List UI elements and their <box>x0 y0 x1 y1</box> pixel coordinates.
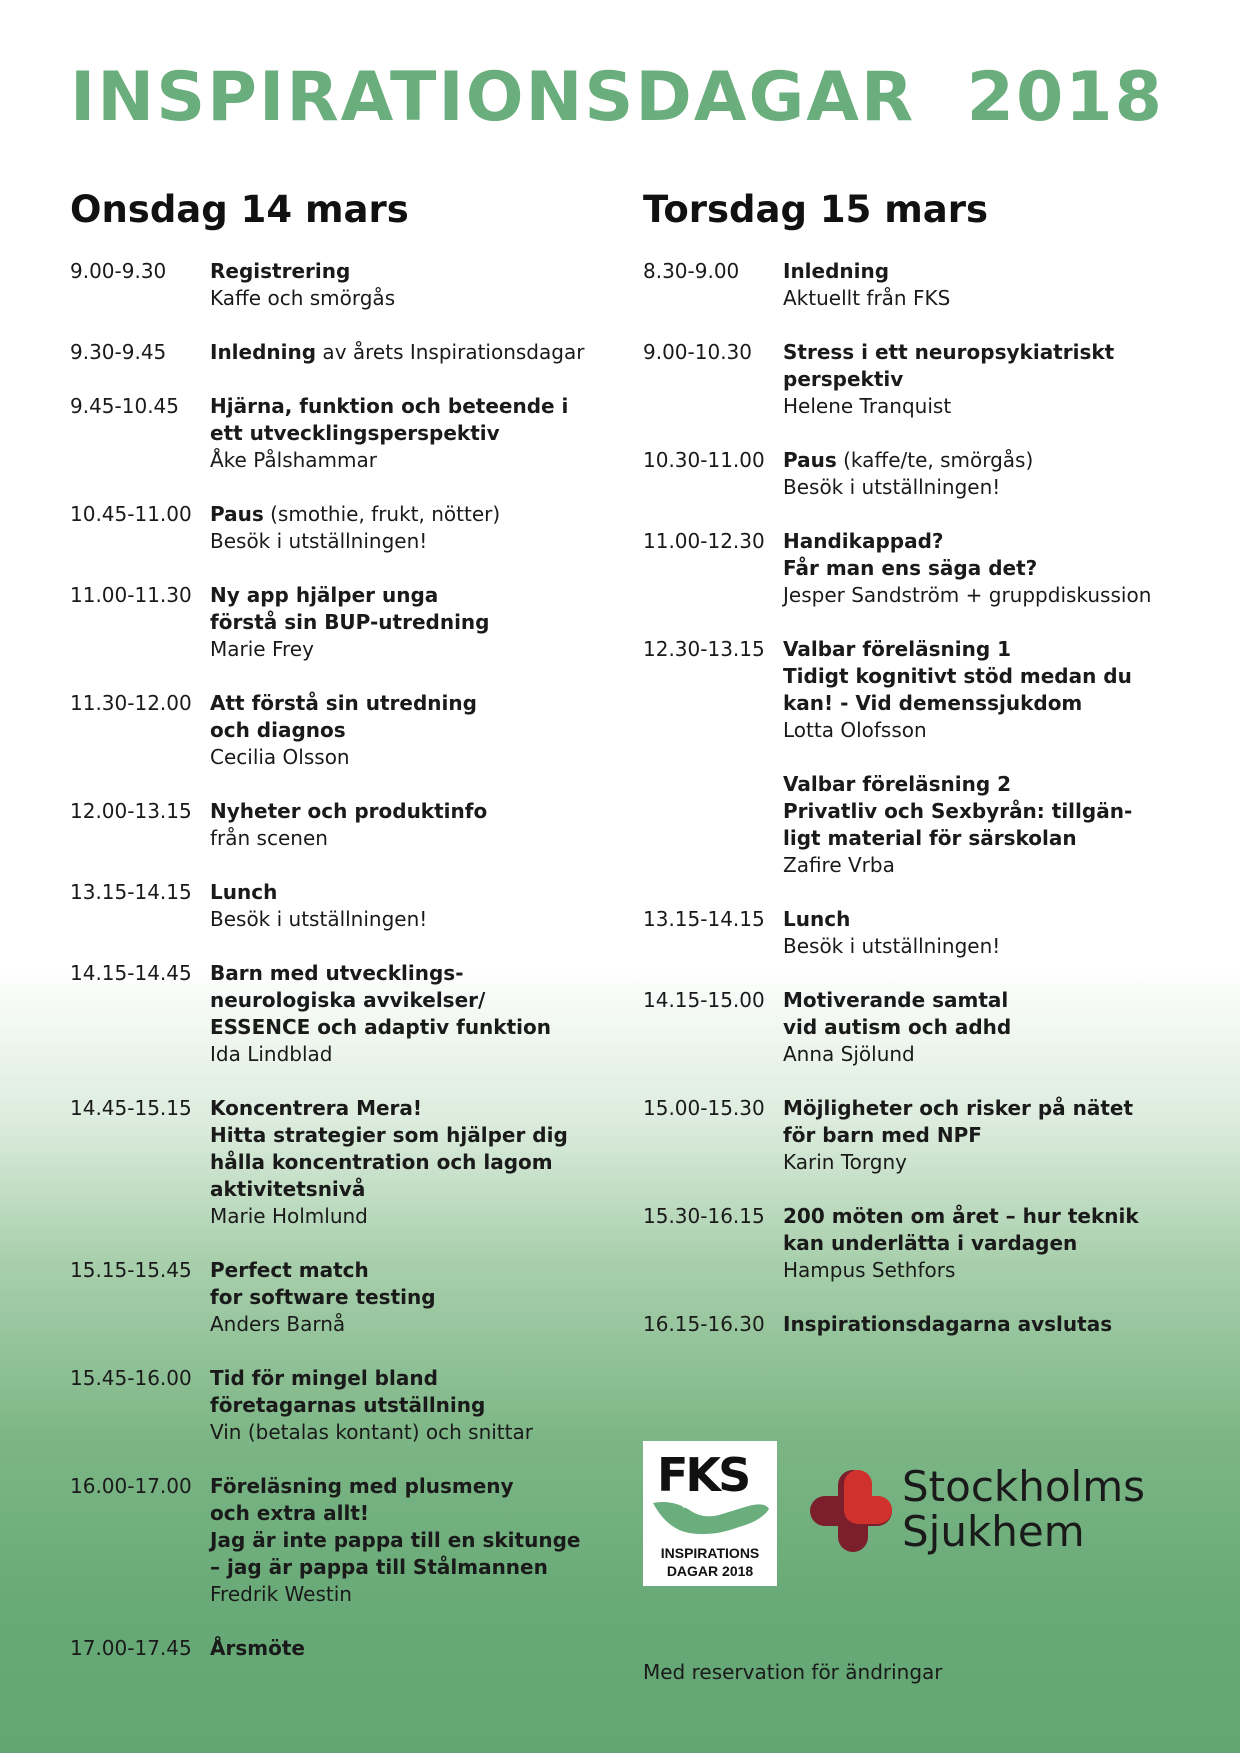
entry-text: Jesper Sandström + gruppdiskussion <box>783 583 1152 607</box>
entry-line <box>210 1419 610 1446</box>
entry-description <box>783 636 1188 879</box>
entry-text: från scenen <box>210 826 328 850</box>
entry-time: 14.45-15.15 <box>70 1096 192 1120</box>
entry-text: (smothie, frukt, nötter) <box>263 502 501 526</box>
sjukhem-line1: Stockholms <box>902 1462 1146 1511</box>
entry-bold-text: Valbar föreläsning 1 <box>783 637 1012 661</box>
schedule-entry <box>643 906 1188 960</box>
entry-line <box>783 1095 1188 1122</box>
entry-line <box>783 852 1188 879</box>
entry-bold-text: Inledning <box>210 340 317 364</box>
entry-time: 16.15-16.30 <box>643 1312 765 1336</box>
entry-line <box>210 1203 610 1230</box>
entry-text: Vin (betalas kontant) och snittar <box>210 1420 533 1444</box>
entry-time: 11.00-11.30 <box>70 583 192 607</box>
entry-bold-text: hålla koncentration och lagom <box>210 1150 553 1174</box>
entry-description <box>783 906 1188 960</box>
entry-line <box>783 636 1188 663</box>
entry-line <box>210 1554 610 1581</box>
entry-line <box>783 987 1188 1014</box>
entry-bold-text: Lunch <box>783 907 851 931</box>
entry-line <box>210 1473 610 1500</box>
entry-description <box>783 339 1188 420</box>
schedule-entry <box>70 339 610 366</box>
entry-line <box>210 1149 610 1176</box>
entry-description <box>210 393 610 474</box>
schedule-entry <box>70 879 610 933</box>
fks-logo-line1: INSPIRATIONS <box>660 1545 760 1561</box>
entry-bold-text: för barn med NPF <box>783 1123 982 1147</box>
schedule-entry <box>70 582 610 663</box>
entry-description <box>210 960 610 1068</box>
cross-logo-icon <box>810 1470 900 1560</box>
entry-bold-text: Tidigt kognitivt stöd medan du <box>783 664 1132 688</box>
schedule-entry <box>70 1257 610 1338</box>
schedule-entry <box>70 1095 610 1230</box>
entry-description <box>210 258 610 312</box>
entry-description <box>783 1203 1188 1284</box>
entry-description <box>210 1473 610 1608</box>
entry-line <box>210 285 610 312</box>
entry-line <box>783 1230 1188 1257</box>
entry-line <box>210 690 610 717</box>
entry-bold-text: Ny app hjälper unga <box>210 583 439 607</box>
schedule-entry <box>643 1311 1188 1338</box>
entry-line <box>210 744 610 771</box>
entry-line <box>210 879 610 906</box>
entry-description <box>210 879 610 933</box>
entry-line <box>210 501 610 528</box>
entry-line <box>210 1365 610 1392</box>
schedule-entry <box>70 1635 610 1662</box>
schedule-entry <box>643 636 1188 879</box>
entry-text: Kaffe och smörgås <box>210 286 396 310</box>
entry-text: Hampus Sethfors <box>783 1258 956 1282</box>
schedule-entry <box>70 690 610 771</box>
entry-description <box>210 582 610 663</box>
entry-line <box>210 1122 610 1149</box>
entry-bold-text: kan! - Vid demenssjukdom <box>783 691 1083 715</box>
entry-time: 15.45-16.00 <box>70 1366 192 1390</box>
schedule-entry <box>643 339 1188 420</box>
entry-line <box>210 393 610 420</box>
entry-time: 8.30-9.00 <box>643 259 740 283</box>
schedule-entry <box>70 393 610 474</box>
entry-description <box>210 339 610 366</box>
entry-description <box>210 690 610 771</box>
fks-logo <box>643 1441 777 1586</box>
entry-text: Cecilia Olsson <box>210 745 350 769</box>
entry-line <box>210 717 610 744</box>
fks-logo-letters: FKS <box>657 1448 749 1502</box>
entry-description <box>210 1095 610 1230</box>
entry-bold-text: Årsmöte <box>210 1636 305 1660</box>
entry-bold-text: 200 möten om året – hur teknik <box>783 1204 1139 1228</box>
entry-description <box>783 528 1188 609</box>
schedule-entry <box>643 447 1188 501</box>
entry-text: Besök i utställningen! <box>783 475 1001 499</box>
entry-line <box>783 1014 1188 1041</box>
entry-time: 11.30-12.00 <box>70 691 192 715</box>
schedule-entry <box>70 1365 610 1446</box>
entry-bold-text: Motiverande samtal <box>783 988 1009 1012</box>
entry-line <box>210 1527 610 1554</box>
entry-line <box>783 474 1188 501</box>
entry-text: Karin Torgny <box>783 1150 907 1174</box>
schedule-entry <box>643 528 1188 609</box>
entry-line <box>210 987 610 1014</box>
entry-line <box>210 582 610 609</box>
entry-bold-text: Att förstå sin utredning <box>210 691 477 715</box>
entry-time: 14.15-15.00 <box>643 988 765 1012</box>
entry-line <box>210 798 610 825</box>
entry-bold-text: ESSENCE och adaptiv funktion <box>210 1015 551 1039</box>
entry-description <box>783 987 1188 1068</box>
entry-line <box>783 771 1188 798</box>
entry-time: 12.00-13.15 <box>70 799 192 823</box>
schedule-entry <box>70 1473 610 1608</box>
entry-description <box>210 501 610 555</box>
entry-text: Zafire Vrba <box>783 853 895 877</box>
schedule-thursday <box>643 258 1188 1365</box>
fks-logo-line2: DAGAR 2018 <box>666 1563 754 1579</box>
footer-note: Med reservation för ändringar <box>643 1660 943 1684</box>
entry-bold-text: Valbar föreläsning 2 <box>783 772 1012 796</box>
entry-text: Aktuellt från FKS <box>783 286 951 310</box>
entry-line <box>210 1257 610 1284</box>
entry-line <box>783 285 1188 312</box>
entry-bold-text: och extra allt! <box>210 1501 370 1525</box>
entry-bold-text: Jag är inte pappa till en skitunge <box>210 1528 581 1552</box>
entry-line <box>210 1284 610 1311</box>
entry-time: 13.15-14.15 <box>70 880 192 904</box>
entry-bold-text: Hitta strategier som hjälper dig <box>210 1123 568 1147</box>
entry-description <box>210 1365 610 1446</box>
entry-line <box>783 582 1188 609</box>
entry-time: 9.45-10.45 <box>70 394 180 418</box>
entry-line <box>783 393 1188 420</box>
entry-time: 15.00-15.30 <box>643 1096 765 1120</box>
entry-line <box>210 960 610 987</box>
entry-text: Besök i utställningen! <box>783 934 1001 958</box>
entry-text: av årets Inspirationsdagar <box>316 340 585 364</box>
entry-text: Åke Pålshammar <box>210 448 377 472</box>
entry-bold-text: Lunch <box>210 880 278 904</box>
entry-line <box>783 528 1188 555</box>
entry-line <box>783 258 1188 285</box>
entry-bold-text: Handikappad? <box>783 529 944 553</box>
entry-bold-text: förstå sin BUP-utredning <box>210 610 490 634</box>
entry-time: 13.15-14.15 <box>643 907 765 931</box>
entry-line <box>783 933 1188 960</box>
entry-line <box>210 1500 610 1527</box>
entry-line <box>783 1257 1188 1284</box>
entry-bold-text: for software testing <box>210 1285 436 1309</box>
entry-time: 15.15-15.45 <box>70 1258 192 1282</box>
entry-time: 15.30-16.15 <box>643 1204 765 1228</box>
entry-line <box>783 447 1188 474</box>
schedule-entry <box>643 987 1188 1068</box>
entry-line <box>783 1203 1188 1230</box>
entry-bold-text: vid autism och adhd <box>783 1015 1012 1039</box>
entry-time: 14.15-14.45 <box>70 961 192 985</box>
entry-time: 12.30-13.15 <box>643 637 765 661</box>
entry-line <box>783 1311 1188 1338</box>
entry-bold-text: Möjligheter och risker på nätet <box>783 1096 1134 1120</box>
entry-time: 17.00-17.45 <box>70 1636 192 1660</box>
entry-line <box>210 636 610 663</box>
schedule-entry <box>70 258 610 312</box>
entry-text: Anna Sjölund <box>783 1042 915 1066</box>
entry-text: Ida Lindblad <box>210 1042 333 1066</box>
entry-time: 10.45-11.00 <box>70 502 192 526</box>
schedule-entry <box>70 798 610 852</box>
day-heading-thursday: Torsdag 15 mars <box>643 188 988 231</box>
entry-bold-text: kan underlätta i vardagen <box>783 1231 1078 1255</box>
entry-line <box>210 447 610 474</box>
sjukhem-line2: Sjukhem <box>902 1507 1085 1556</box>
entry-second-session <box>783 771 1188 879</box>
entry-bold-text: neurologiska avvikelser/ <box>210 988 486 1012</box>
schedule-entry <box>643 1203 1188 1284</box>
entry-bold-text: och diagnos <box>210 718 346 742</box>
entry-bold-text: Inledning <box>783 259 890 283</box>
entry-description <box>210 1635 610 1662</box>
entry-bold-text: Inspirationsdagarna avslutas <box>783 1312 1113 1336</box>
day-heading-wednesday: Onsdag 14 mars <box>70 188 409 231</box>
entry-line <box>783 1149 1188 1176</box>
entry-bold-text: ett utvecklingsperspektiv <box>210 421 500 445</box>
entry-text: Fredrik Westin <box>210 1582 352 1606</box>
entry-line <box>783 663 1188 690</box>
entry-description <box>783 1095 1188 1176</box>
entry-bold-text: – jag är pappa till Stålmannen <box>210 1555 548 1579</box>
entry-line <box>783 339 1188 366</box>
entry-bold-text: Stress i ett neuropsykiatriskt <box>783 340 1115 364</box>
entry-description <box>783 447 1188 501</box>
entry-bold-text: Registrering <box>210 259 351 283</box>
entry-text: Besök i utställningen! <box>210 529 428 553</box>
entry-line <box>210 339 610 366</box>
entry-line <box>210 1041 610 1068</box>
entry-line <box>210 1392 610 1419</box>
entry-bold-text: Hjärna, funktion och beteende i <box>210 394 569 418</box>
schedule-entry <box>643 258 1188 312</box>
entry-line <box>783 906 1188 933</box>
entry-line <box>210 1014 610 1041</box>
entry-description <box>783 258 1188 312</box>
entry-line <box>210 528 610 555</box>
entry-line <box>783 555 1188 582</box>
entry-bold-text: Perfect match <box>210 1258 369 1282</box>
entry-line <box>783 690 1188 717</box>
entry-description <box>210 798 610 852</box>
entry-text: Marie Frey <box>210 637 314 661</box>
schedule-wednesday <box>70 258 610 1689</box>
entry-line <box>210 1635 610 1662</box>
entry-line <box>783 366 1188 393</box>
entry-bold-text: Nyheter och produktinfo <box>210 799 488 823</box>
entry-line <box>210 1311 610 1338</box>
entry-bold-text: Föreläsning med plusmeny <box>210 1474 514 1498</box>
entry-description <box>210 1257 610 1338</box>
entry-line <box>783 717 1188 744</box>
entry-bold-text: perspektiv <box>783 367 904 391</box>
entry-line <box>783 825 1188 852</box>
entry-text: Lotta Olofsson <box>783 718 927 742</box>
entry-time: 10.30-11.00 <box>643 448 765 472</box>
entry-line <box>783 1122 1188 1149</box>
entry-bold-text: Paus <box>210 502 264 526</box>
entry-line <box>210 1095 610 1122</box>
entry-time: 11.00-12.30 <box>643 529 765 553</box>
entry-description <box>783 1311 1188 1338</box>
entry-line <box>783 1041 1188 1068</box>
entry-line <box>210 1581 610 1608</box>
entry-bold-text: Privatliv och Sexbyrån: tillgän- <box>783 799 1133 823</box>
entry-time: 9.00-10.30 <box>643 340 753 364</box>
entry-line <box>210 906 610 933</box>
entry-line <box>210 609 610 636</box>
page-title: INSPIRATIONSDAGAR 2018 <box>70 58 1164 137</box>
entry-line <box>783 798 1188 825</box>
entry-bold-text: företagarnas utställning <box>210 1393 486 1417</box>
entry-time: 16.00-17.00 <box>70 1474 192 1498</box>
entry-bold-text: Får man ens säga det? <box>783 556 1038 580</box>
stockholms-sjukhem-logo <box>810 1460 1180 1560</box>
entry-bold-text: Tid för mingel bland <box>210 1366 438 1390</box>
entry-text: Helene Tranquist <box>783 394 952 418</box>
entry-line <box>210 1176 610 1203</box>
entry-bold-text: Paus <box>783 448 837 472</box>
entry-text: (kaffe/te, smörgås) <box>836 448 1034 472</box>
entry-line <box>210 825 610 852</box>
entry-time: 9.00-9.30 <box>70 259 167 283</box>
entry-time: 9.30-9.45 <box>70 340 167 364</box>
schedule-entry <box>70 501 610 555</box>
entry-text: Besök i utställningen! <box>210 907 428 931</box>
entry-bold-text: Barn med utvecklings- <box>210 961 464 985</box>
entry-bold-text: Koncentrera Mera! <box>210 1096 423 1120</box>
schedule-entry <box>643 1095 1188 1176</box>
entry-text: Marie Holmlund <box>210 1204 368 1228</box>
entry-line <box>210 258 610 285</box>
entry-text: Anders Barnå <box>210 1312 346 1336</box>
schedule-entry <box>70 960 610 1068</box>
entry-bold-text: ligt material för särskolan <box>783 826 1077 850</box>
entry-line <box>210 420 610 447</box>
entry-bold-text: aktivitetsnivå <box>210 1177 366 1201</box>
